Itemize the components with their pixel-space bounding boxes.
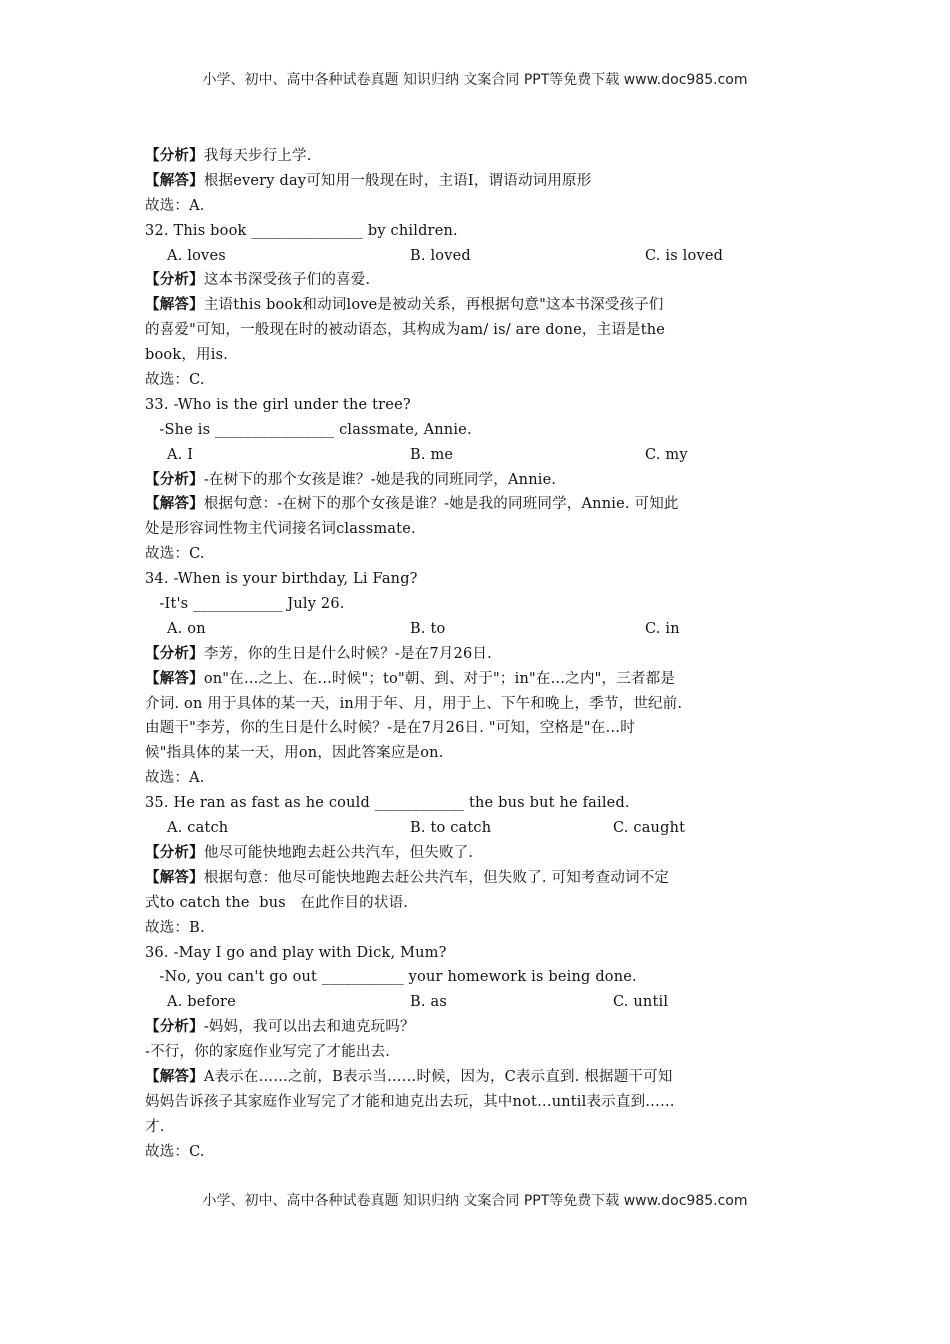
section-tag: 【解答】	[145, 171, 204, 189]
text-line	[145, 1040, 825, 1065]
page-footer: 小学、初中、高中各种试卷真题 知识归纳 文案合同 PPT等免费下载 www.doc985.com	[202, 1193, 748, 1209]
section-tag: 【分析】	[145, 843, 204, 861]
annotated-line	[145, 642, 825, 667]
line-text: 35. He ran as fast as he could ____________ the bus but he failed.	[145, 795, 630, 812]
line-text: 候"指具体的某一天，用on，因此答案应是on.	[145, 745, 444, 762]
text-line	[145, 766, 825, 791]
annotated-line	[145, 1065, 825, 1090]
page-header: 小学、初中、高中各种试卷真题 知识归纳 文案合同 PPT等免费下载 www.doc985.com	[202, 72, 748, 88]
text-line	[145, 592, 825, 617]
option-a: A. I	[167, 446, 194, 463]
line-text: -No, you can't go out ___________ your homework is being done.	[145, 969, 637, 986]
text-line	[145, 716, 825, 741]
option-b: B. me	[410, 446, 454, 463]
annotated-line	[145, 169, 825, 194]
text-line	[145, 1090, 825, 1115]
line-text: 34. -When is your birthday, Li Fang?	[145, 571, 418, 588]
annotated-line	[145, 293, 825, 318]
line-text: 36. -May I go and play with Dick, Mum?	[145, 944, 447, 961]
section-tag: 【解答】	[145, 1067, 204, 1085]
line-text: 故选：C.	[145, 546, 205, 563]
text-line	[145, 965, 825, 990]
line-text: 介词. on 用于具体的某一天，in用于年、月，用于上、下午和晚上，季节，世纪前.	[145, 695, 683, 712]
option-a: A. before	[167, 994, 236, 1011]
line-text: -妈妈，我可以出去和迪克玩吗？	[203, 1019, 415, 1036]
section-tag: 【分析】	[145, 147, 204, 164]
text-line	[145, 741, 825, 766]
line-text: 处是形容词性物主代词接名词classmate.	[145, 521, 416, 538]
line-text: 故选：B.	[145, 919, 205, 936]
text-line	[145, 318, 825, 343]
annotated-line	[145, 841, 825, 866]
annotated-line	[145, 144, 825, 169]
annotated-line	[145, 468, 825, 493]
line-text: 32. This book _______________ by children.	[145, 222, 458, 239]
line-text: -She is ________________ classmate, Annie.	[145, 421, 472, 438]
section-tag: 【分析】	[145, 271, 204, 289]
text-line	[145, 692, 825, 717]
text-line	[145, 219, 825, 244]
text-line	[145, 891, 825, 916]
line-text: on"在…之上、在…时候"；to"朝、到、对于"；in"在…之内"，三者都是	[203, 670, 676, 687]
option-a: A. on	[167, 620, 206, 637]
annotated-line	[145, 268, 825, 293]
text-line	[145, 517, 825, 542]
line-text: 根据every day可知用一般现在时，主语I，谓语动词用原形	[203, 172, 592, 189]
line-text: -在树下的那个女孩是谁？-她是我的同班同学，Annie.	[203, 471, 557, 488]
section-tag: 【解答】	[145, 495, 204, 513]
line-text: 故选：C.	[145, 372, 205, 389]
line-text: 根据句意：他尽可能快地跑去赶公共汽车，但失败了. 可知考查动词不定	[203, 869, 670, 886]
line-text: 根据句意：-在树下的那个女孩是谁？-她是我的同班同学，Annie. 可知此	[203, 496, 679, 513]
line-text: 式to catch the bus 在此作目的状语.	[145, 894, 409, 911]
option-c: C. is loved	[645, 247, 724, 264]
answer-options	[145, 990, 825, 1015]
line-text: -不行，你的家庭作业写完了才能出去.	[145, 1044, 391, 1061]
line-text: book，用is.	[145, 347, 229, 364]
annotated-line	[145, 492, 825, 517]
text-line	[145, 567, 825, 592]
option-b: B. to catch	[410, 820, 492, 837]
text-line	[145, 1115, 825, 1140]
line-text: 故选：A.	[145, 197, 205, 214]
text-line	[145, 542, 825, 567]
option-c: C. my	[645, 446, 688, 463]
option-b: B. as	[410, 994, 447, 1011]
text-line	[145, 368, 825, 393]
option-a: A. catch	[167, 820, 229, 837]
annotated-line	[145, 667, 825, 692]
line-text: A表示在……之前，B表示当……时候，因为，C表示直到. 根据题干可知	[203, 1068, 673, 1085]
text-line	[145, 418, 825, 443]
option-c: C. in	[645, 620, 680, 637]
line-text: 李芳，你的生日是什么时候？-是在7月26日.	[203, 645, 492, 662]
line-text: -It's ____________ July 26.	[145, 596, 345, 613]
annotated-line	[145, 1015, 825, 1040]
text-line	[145, 393, 825, 418]
section-tag: 【分析】	[145, 1018, 204, 1036]
line-text: 故选：C.	[145, 1143, 205, 1160]
section-tag: 【解答】	[145, 296, 204, 314]
line-text: 妈妈告诉孩子其家庭作业写完了才能和迪克出去玩，其中not…until表示直到……	[145, 1093, 675, 1110]
section-tag: 【解答】	[145, 868, 204, 886]
text-line	[145, 343, 825, 368]
line-text: 33. -Who is the girl under the tree?	[145, 396, 411, 413]
text-line	[145, 916, 825, 941]
line-text: 故选：A.	[145, 770, 205, 787]
line-text: 我每天步行上学.	[203, 148, 312, 164]
option-b: B. to	[410, 620, 446, 637]
option-a: A. loves	[167, 247, 226, 264]
text-line	[145, 1140, 825, 1165]
document-body	[145, 144, 825, 1165]
line-text: 主语this book和动词love是被动关系，再根据句意"这本书深受孩子们	[203, 297, 664, 314]
line-text: 才.	[145, 1118, 165, 1135]
option-c: C. until	[613, 994, 669, 1011]
line-text: 他尽可能快地跑去赶公共汽车，但失败了.	[203, 844, 474, 861]
answer-options	[145, 443, 825, 468]
section-tag: 【分析】	[145, 644, 204, 662]
answer-options	[145, 816, 825, 841]
section-tag: 【分析】	[145, 470, 204, 488]
line-text: 这本书深受孩子们的喜爱.	[203, 272, 371, 289]
option-b: B. loved	[410, 247, 471, 264]
answer-options	[145, 617, 825, 642]
text-line	[145, 941, 825, 966]
section-tag: 【解答】	[145, 669, 204, 687]
line-text: 的喜爱"可知，一般现在时的被动语态，其构成为am/ is/ are done，主语是the	[145, 322, 666, 339]
line-text: 由题干"李芳，你的生日是什么时候？-是在7月26日. "可知，空格是"在…时	[145, 720, 635, 737]
text-line	[145, 791, 825, 816]
answer-options	[145, 244, 825, 269]
annotated-line	[145, 866, 825, 891]
option-c: C. caught	[613, 820, 686, 837]
text-line	[145, 194, 825, 219]
